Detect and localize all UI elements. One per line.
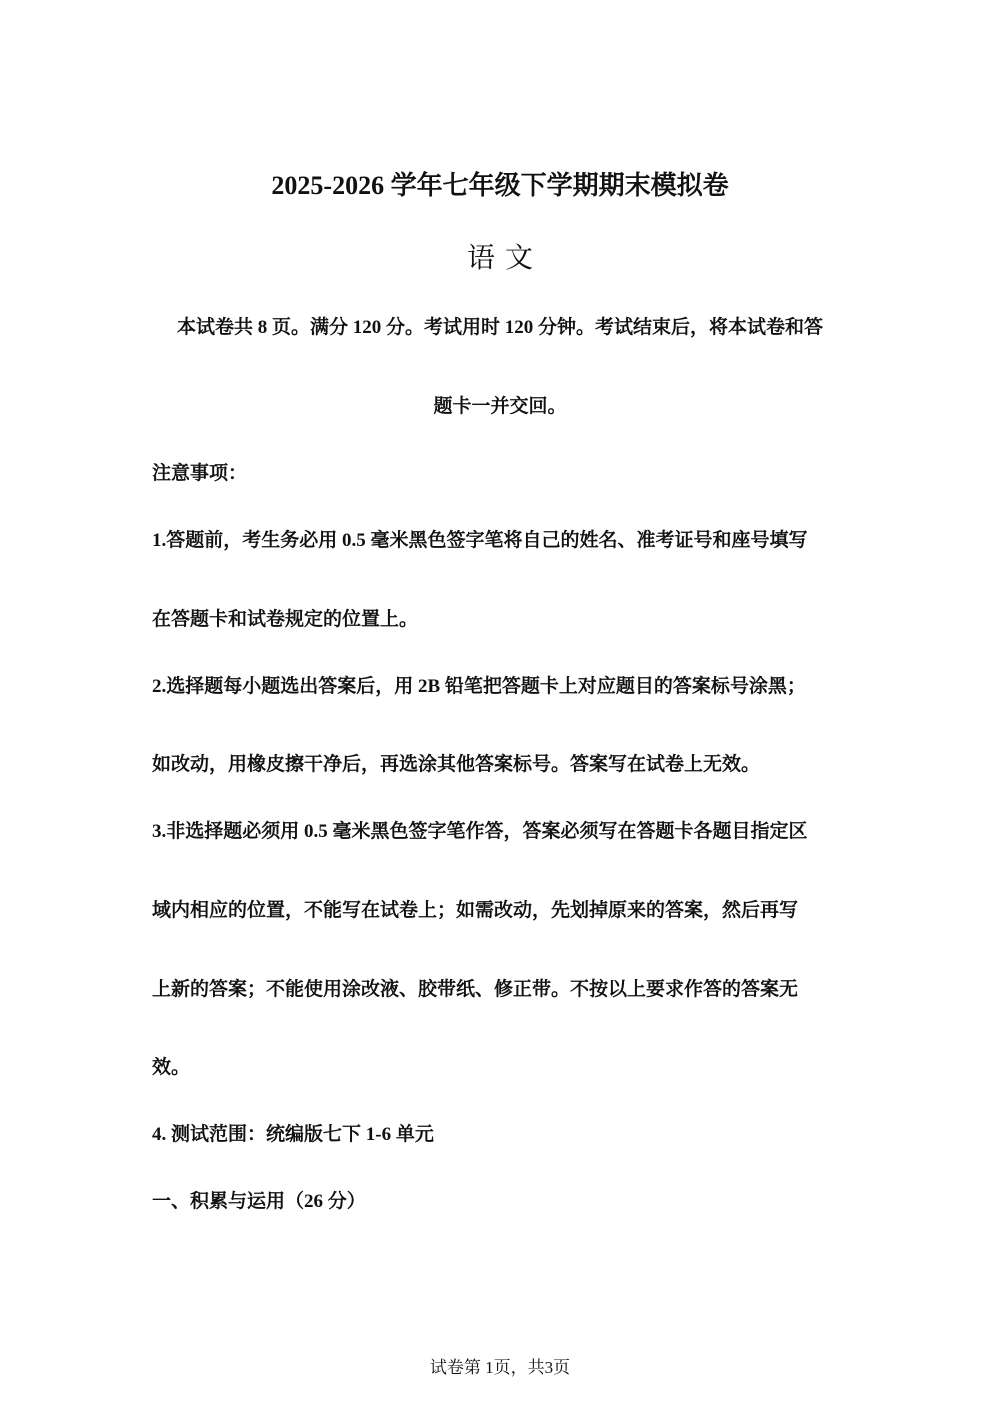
notice-item-3-line-2: 域内相应的位置，不能写在试卷上；如需改动，先划掉原来的答案，然后再写 <box>152 900 799 921</box>
notice-item-4: 4. 测试范围：统编版七下 1-6 单元 <box>152 1124 434 1145</box>
notice-item-3-line-1: 3.非选择题必须用 0.5 毫米黑色签字笔作答，答案必须写在答题卡各题目指定区 <box>152 821 808 842</box>
notice-item-2-line-1: 2.选择题每小题选出答案后，用 2B 铅笔把答题卡上对应题目的答案标号涂黑； <box>152 676 806 697</box>
notice-item-2-line-2: 如改动，用橡皮擦干净后，再选涂其他答案标号。答案写在试卷上无效。 <box>152 754 761 775</box>
page-number-footer: 试卷第 1页，共3页 <box>429 1358 571 1377</box>
exam-title: 2025-2026 学年七年级下学期期末模拟卷 <box>271 171 729 200</box>
intro-line-2: 题卡一并交回。 <box>433 396 567 417</box>
notice-item-3-line-4: 效。 <box>152 1057 191 1078</box>
notice-item-1-line-1: 1.答题前，考生务必用 0.5 毫米黑色签字笔将自己的姓名、准考证号和座号填写 <box>152 530 808 551</box>
intro-line-1: 本试卷共 8 页。满分 120 分。考试用时 120 分钟。考试结束后，将本试卷和答 <box>176 317 823 338</box>
notice-heading: 注意事项： <box>152 463 248 484</box>
section-heading: 一、积累与运用（26 分） <box>152 1191 366 1212</box>
notice-item-1-line-2: 在答题卡和试卷规定的位置上。 <box>152 609 419 630</box>
notice-item-3-line-3: 上新的答案；不能使用涂改液、胶带纸、修正带。不按以上要求作答的答案无 <box>152 979 799 1000</box>
subject-name: 语文 <box>466 241 543 274</box>
